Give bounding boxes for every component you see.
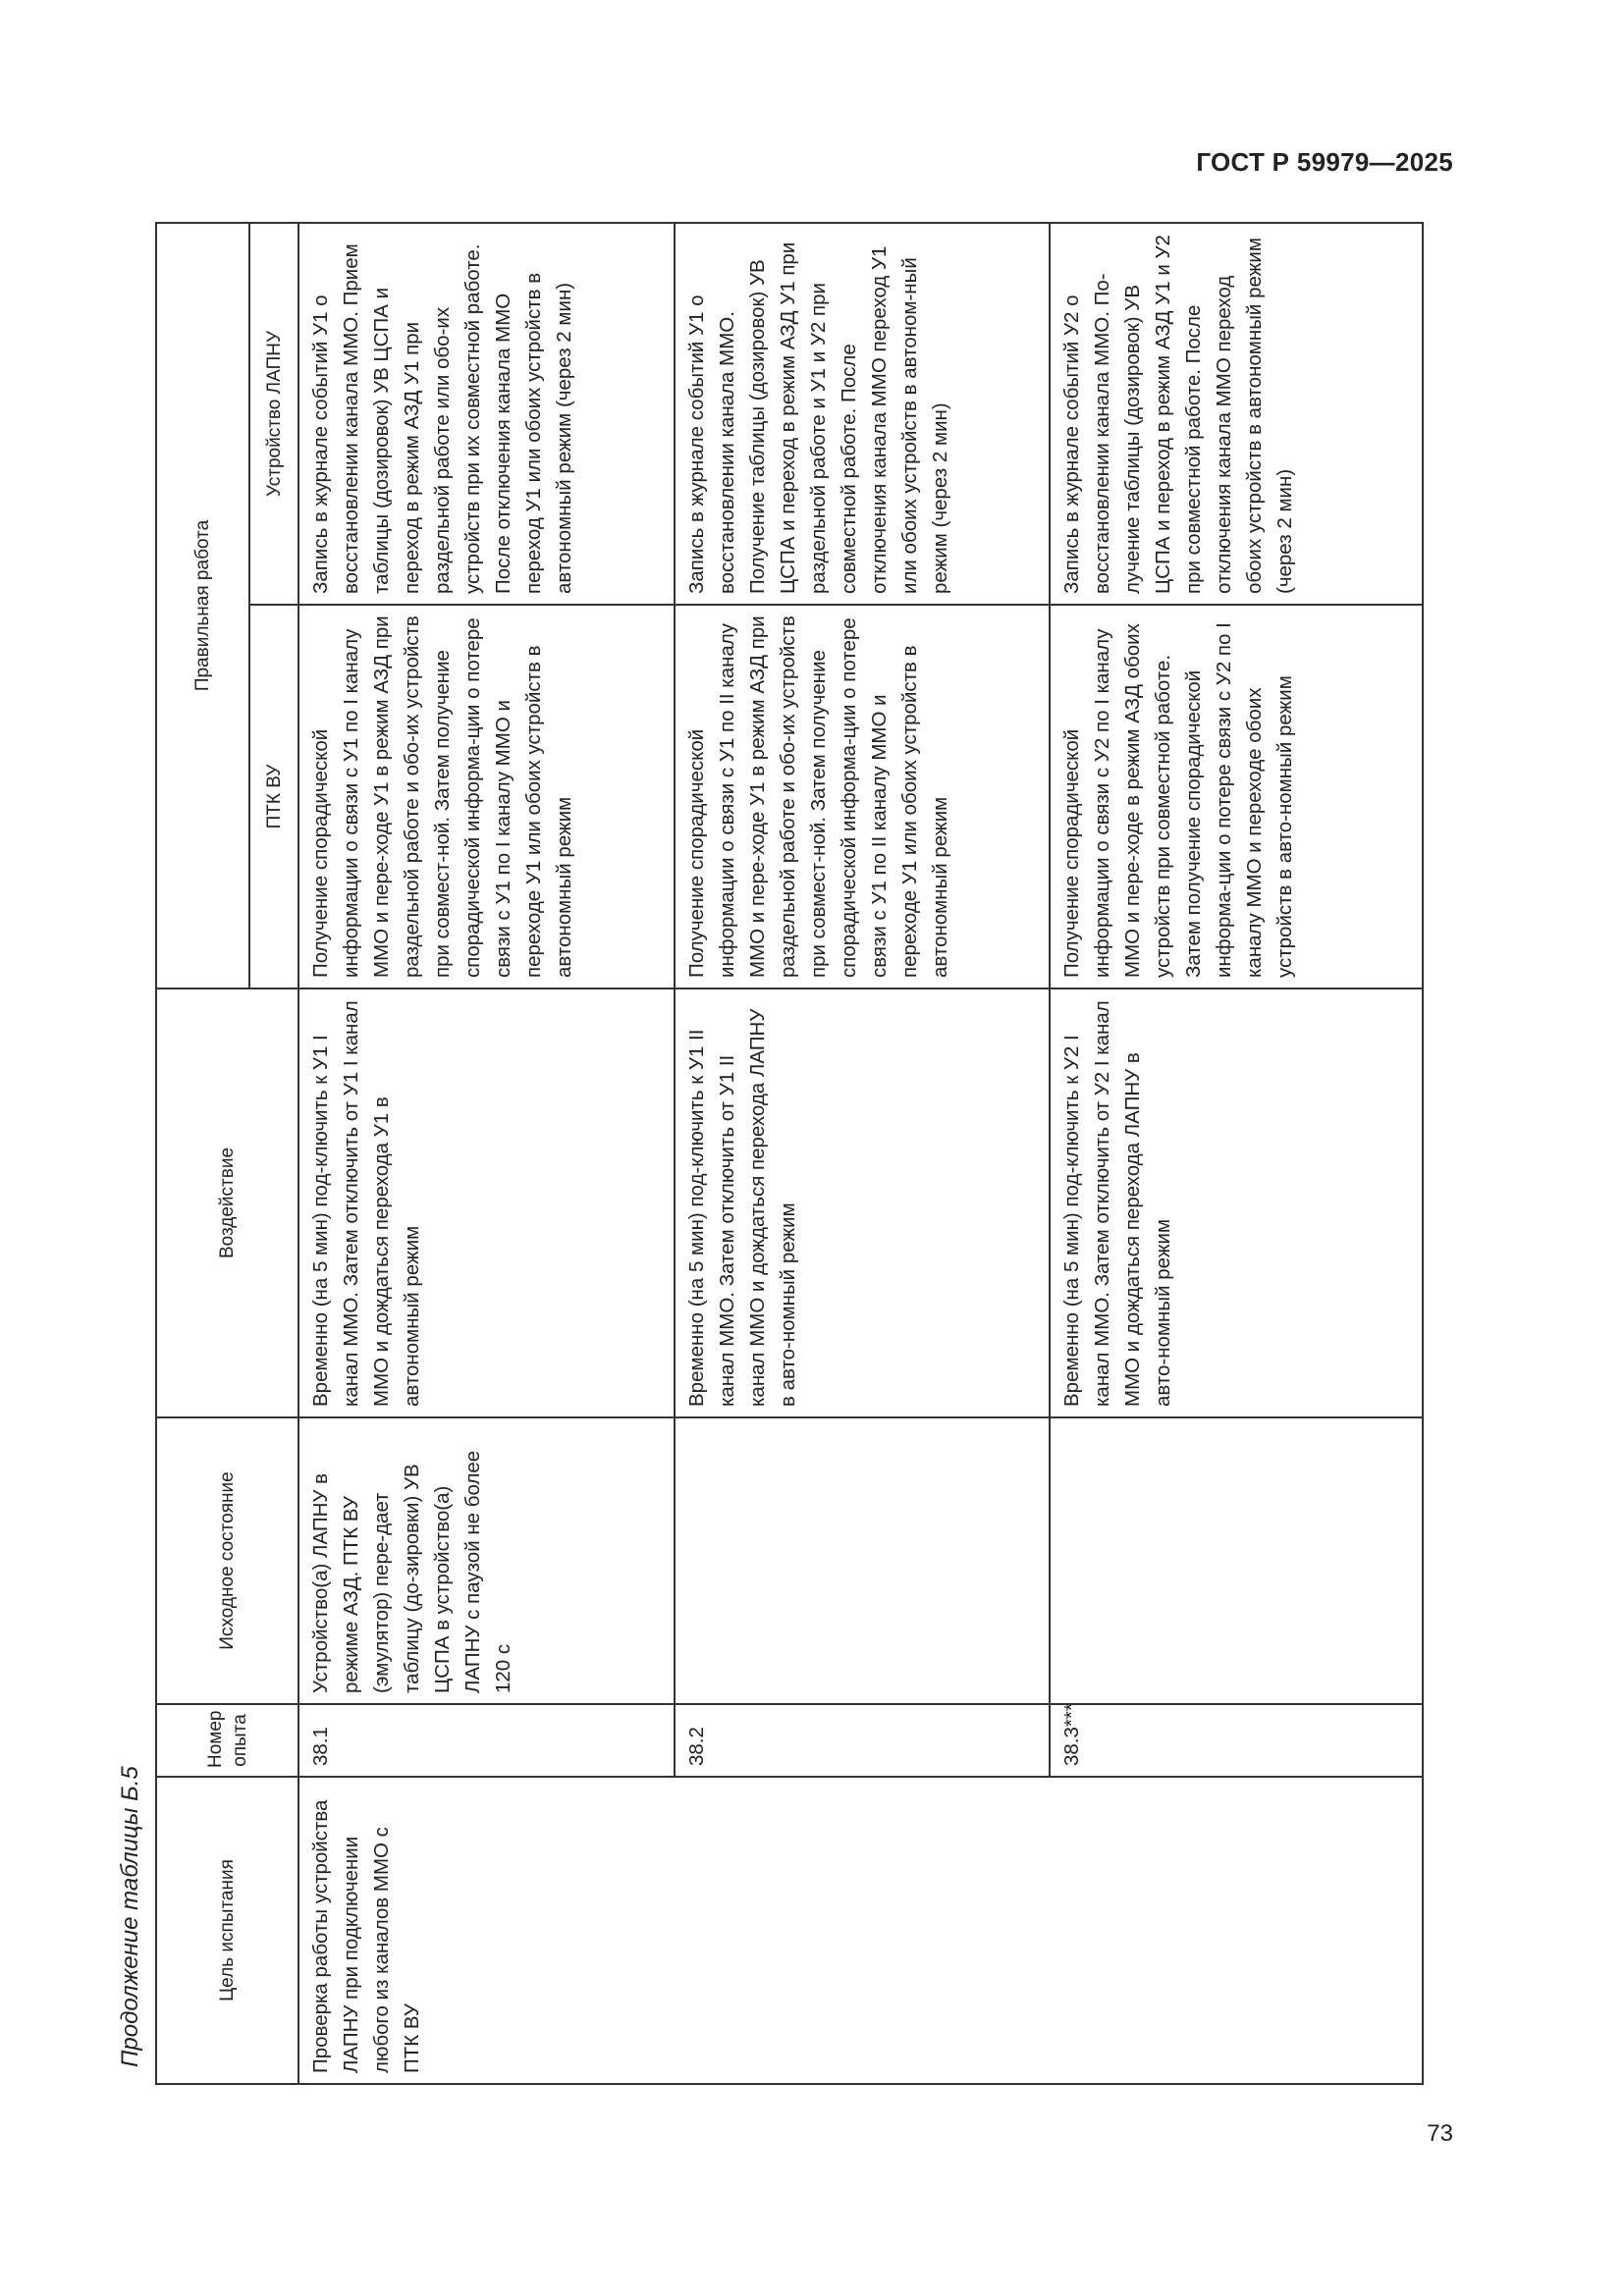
- page-number: 73: [1427, 2120, 1453, 2147]
- number-cell: 38.2: [675, 1704, 1050, 1777]
- header-lapnu-device: Устройство ЛАПНУ: [249, 223, 298, 605]
- action-cell: Временно (на 5 мин) под-ключить к У1 II канал ММО. Затем отключить от У1 II канал ММО и дождаться перехода ЛАПНУ в авто-номный режим: [675, 988, 1050, 1417]
- goal-cell: Проверка работы устройства ЛАПНУ при подключении любого из каналов ММО с ПТК ВУ: [298, 1777, 1423, 2084]
- number-cell: 38.3***: [1050, 1704, 1423, 1777]
- initial-state-cell: Устройство(а) ЛАПНУ в режиме АЗД. ПТК ВУ (эмулятор) пере-дает таблицу (до-зировки) УВ ЦСПА в устройство(а) ЛАПНУ с паузой не более 120 с: [298, 1417, 675, 1704]
- ptk-vu-cell: Получение спорадической информации о связи с У1 по I каналу ММО и пере-ходе У1 в режим АЗД при раздельной работе и обо-их устройств при совмест-ной. Затем получение спорадической информа-ции о потере связи с У1 по I каналу ММО и переходе У1 или обоих устройств в автономный режим: [298, 605, 675, 988]
- initial-state-cell-empty: [1050, 1417, 1423, 1704]
- action-cell: Временно (на 5 мин) под-ключить к У2 I канал ММО. Затем отключить от У2 I канал ММО и дождаться перехода ЛАПНУ в авто-номный режим: [1050, 988, 1423, 1417]
- header-initial-state: Исходное состояние: [156, 1417, 298, 1704]
- lapnu-cell: Запись в журнале событий У1 о восстановлении канала ММО. Прием таблицы (дозировок) УВ ЦСПА и переход в режим АЗД У1 при раздельной работе или обо-их устройств при их совместной работе. После отключения канала ММО переход У1 или обоих устройств в автономный режим (через 2 мин): [298, 223, 675, 605]
- action-cell: Временно (на 5 мин) под-ключить к У1 I канал ММО. Затем отключить от У1 I канал ММО и дождаться перехода У1 в автономный режим: [298, 988, 675, 1417]
- header-goal: Цель испытания: [156, 1777, 298, 2084]
- lapnu-cell: Запись в журнале событий У2 о восстановлении канала ММО. По-лучение таблицы (дозировок) УВ ЦСПА и переход в режим АЗД У1 и У2 при совместной работе. После отключения канала ММО переход обоих устройств в автономный режим (через 2 мин): [1050, 223, 1423, 605]
- header-correct-work: Правильная работа: [156, 223, 249, 988]
- table-row: [298, 223, 675, 2084]
- header-action: Воздействие: [156, 988, 298, 1417]
- rotated-table-layer: [113, 98, 1389, 2085]
- lapnu-cell: Запись в журнале событий У1 о восстановлении канала ММО. Получение таблицы (дозировок) УВ ЦСПА и переход в режим АЗД У1 при раздельной работе и У1 и У2 при совместной работе. После отключения канала ММО переход У1 или обоих устройств в автоном-ный режим (через 2 мин): [675, 223, 1050, 605]
- header-ptk-vu: ПТК ВУ: [249, 605, 298, 988]
- ptk-vu-cell: Получение спорадической информации о связи с У2 по I каналу ММО и пере-ходе в режим АЗД обоих устройств при совместной работе. Затем получение спорадической информа-ции о потере связи с У2 по I каналу ММО и переходе обоих устройств в авто-номный режим: [1050, 605, 1423, 988]
- header-row: [156, 223, 249, 2084]
- table-caption: Продолжение таблицы Б.5: [117, 1766, 143, 2067]
- document-id-header: ГОСТ Р 59979—2025: [1196, 147, 1453, 177]
- number-cell: 38.1: [298, 1704, 675, 1777]
- initial-state-cell-empty: [675, 1417, 1050, 1704]
- test-table: [155, 222, 1424, 2085]
- header-number: Номер опыта: [156, 1704, 298, 1777]
- ptk-vu-cell: Получение спорадической информации о связи с У1 по II каналу ММО и пере-ходе У1 в режим АЗД при раздельной работе и обо-их устройств при совмест-ной. Затем получение спорадической информа-ции о потере связи с У1 по II каналу ММО и переходе У1 или обоих устройств в автономный режим: [675, 605, 1050, 988]
